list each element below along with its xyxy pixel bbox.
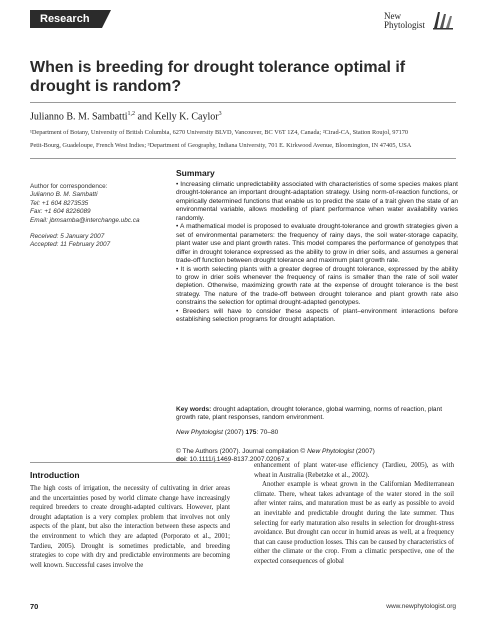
keywords <box>176 406 458 423</box>
author-conjunction: and <box>135 111 155 123</box>
page-header <box>0 0 486 34</box>
doi-value[interactable]: : 10.1111/j.1469-8137.2007.02067.x <box>185 456 290 464</box>
page-number: 70 <box>30 602 39 611</box>
introduction-paragraph: enhancement of plant water-use efficiency (Tardieu, 2005), as with wheat in Australia (Rebetzke et al., 2002). <box>254 462 454 479</box>
journal-logo-line2: Phytologist <box>384 20 426 30</box>
introduction-heading: Introduction <box>30 470 80 480</box>
journal-logo <box>384 12 425 30</box>
summary-paragraph: • A mathematical model is proposed to evaluate drought-tolerance and growth strategies given a set of environmental parameters: the frequency of rainy days, the soil water-storage capacity, plant water use and plant growth rates. This model compares the performance of genotypes that differ in drought tolerance expressed as the ability to grow in drier soils, and assumes a general trade-off function between drought tolerance and maximum plant growth rate. <box>176 223 458 265</box>
citation-line <box>176 429 458 437</box>
summary-heading: Summary <box>176 168 215 178</box>
summary-paragraph: • Increasing climatic unpredictability associated with characteristics of some species makes plant drought-tolerance an important drought-adaptation strategy. Using norm-of-reaction functions, or empirically determined functions that enable us to predict the state of a trait given the state of an environmental variable, allows modelling of plant performance when water availability varies randomly. <box>176 181 458 222</box>
introduction-paragraph: The high costs of irrigation, the necessity of cultivating in drier areas and the uncertainties posed by world climate change have increasingly required breeders to create drought-adapted cultivars. However, plant drought adaptation is a very complex problem that involves not only aspects of the plant, but also the interaction between these aspects and the environment to which they are adapted (Porporato et al., 2001; Tardieu, 2005). Drought is sometimes predictable, and breeding strategies to cope with dry and predictable environments are becoming well known. Successful cases involve the <box>30 485 230 569</box>
correspondence-email: Email: jbmsamba@interchange.ubc.ca <box>30 216 140 224</box>
journal-url[interactable]: www.newphytologist.org <box>386 603 456 610</box>
article-title: When is breeding for drought tolerance optimal if drought is random? <box>30 59 406 95</box>
affiliation-rule <box>30 158 456 159</box>
journal-logo-line1: New <box>384 11 401 21</box>
keywords-text: drought adaptation, drought tolerance, global warming, norms of reaction, plant growth rate, plant responses, random environment. <box>176 406 443 422</box>
affiliation-line: Petit-Bourg, Guadeloupe, French West Indies; ³Department of Geography, Indiana University, 701 E. Kirkwood Avenue, Bloomington, IN 47405, USA <box>30 142 412 149</box>
copyright-year: (2007) <box>354 448 375 455</box>
citation-year: (2007) <box>222 429 246 436</box>
summary-paragraph: • It is worth selecting plants with a greater degree of drought tolerance, expressed by the ability to grow in drier soils whenever the frequency of rains is smaller than the rate of soil water depletion. Otherwise, maximizing growth rate at the expense of drought tolerance is the best strategy. The nature of the trade-off between drought tolerance and plant growth rate also constrains the selection for optimal drought-adapted genotypes. <box>176 265 458 307</box>
copyright-text: © The Authors (2007). Journal compilation © <box>176 448 308 455</box>
correspondence-box <box>30 183 150 250</box>
summary-body <box>176 181 458 325</box>
affiliation-line: ¹Department of Botany, University of British Columbia, 6270 University BLVD, Vancouver, BC V6T 1Z4, Canada; ²Cirad-CA, Station Roujol, 97170 <box>30 129 409 136</box>
author-line <box>30 111 222 122</box>
doi-label: doi <box>176 456 186 464</box>
correspondence-name: Julianno B. M. Sambatti <box>30 191 98 199</box>
journal-logo-icon <box>432 10 454 30</box>
introduction-paragraph: Another example is wheat grown in the Californian Mediterranean climate. There, wheat takes advantage of the water stored in the soil after winter rains, and maturation must be as early as possible to avoid an inevitable and predictable drought during the late summer. Thus selecting for early maturation also results in selection for drought-stress avoidance. But drought can occur in humid areas as well, at a frequency that can cause production losses. This can be caused by characteristics of either the climate or the crop. From a climatic perspective, one of the expected consequences of global <box>254 481 454 565</box>
citation-journal: New Phytologist <box>176 429 223 436</box>
author-affil-marker: 3 <box>218 111 222 117</box>
keywords-label: Key words: <box>176 406 212 413</box>
author-name: Kelly K. Caylor <box>154 111 219 123</box>
accepted-date: Accepted: 11 February 2007 <box>30 241 111 249</box>
author-affil-marker: 1,2 <box>127 111 135 117</box>
copyright-line <box>176 448 458 456</box>
copyright-journal: New Phytologist <box>307 448 355 455</box>
author-name: Julianno B. M. Sambatti <box>30 111 128 123</box>
section-label: Research <box>30 10 102 28</box>
introduction-left-column <box>30 484 230 570</box>
correspondence-heading: Author for correspondence: <box>30 183 108 190</box>
received-date: Received: 5 January 2007 <box>30 233 105 241</box>
summary-paragraph: • Breeders will have to consider these aspects of plant–environment interactions before establishing selection programs for drought adaptation. <box>176 307 458 324</box>
citation-pages: : 70–80 <box>256 429 279 436</box>
correspondence-tel: Tel: +1 604 8273535 <box>30 199 89 207</box>
introduction-right-column <box>254 461 454 567</box>
correspondence-fax: Fax: +1 604 8226089 <box>30 208 91 216</box>
intro-rule <box>30 462 230 463</box>
citation-volume: 175 <box>245 429 257 436</box>
title-rule <box>30 102 456 103</box>
